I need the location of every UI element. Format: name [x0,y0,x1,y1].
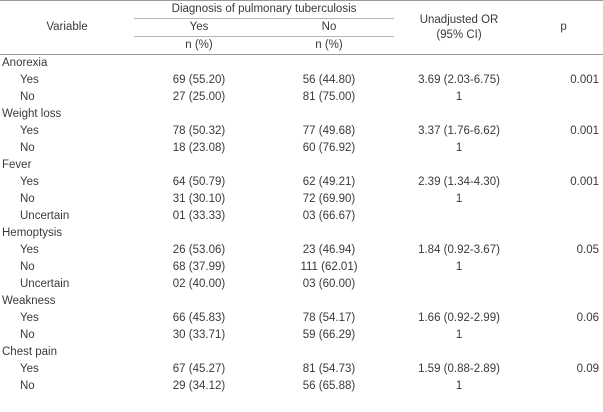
table-row [0,191,603,208]
table-row [0,310,603,327]
level-label: Yes [20,244,39,256]
header-no: No [264,19,394,37]
no-count-cell: 77 (49.68) [302,125,356,137]
yes-count-cell: 69 (55.20) [172,74,226,86]
no-count-cell: 72 (69.90) [302,193,356,205]
group-label: Weakness [2,295,56,307]
p-value-cell: 0.06 [576,312,600,324]
table-row [0,174,603,191]
group-label: Fever [2,159,32,171]
no-count-cell: 03 (66.67) [302,210,356,222]
odds-ratio-cell: 3.69 (2.03-6.75) [418,74,500,86]
odds-ratio-cell: 1.84 (0.92-3.67) [418,244,500,256]
yes-count-cell: 29 (34.12) [172,380,226,392]
table-row [0,72,603,89]
odds-ratio-cell: 2.39 (1.34-4.30) [418,176,500,188]
p-value-cell: 0.05 [576,244,600,256]
table-header [0,1,603,55]
no-count-cell: 81 (54.73) [302,363,356,375]
p-value-cell: 0.001 [570,74,600,86]
no-count-cell: 60 (76.92) [302,142,356,154]
yes-count-cell: 27 (25.00) [172,91,226,103]
table-row [0,89,603,106]
p-value-cell [524,259,603,276]
no-count-cell: 62 (49.21) [302,176,356,188]
yes-count-cell: 64 (50.79) [172,176,226,188]
header-or-line2: (95% CI) [436,28,482,41]
header-yes: Yes [134,19,264,37]
table-row [0,242,603,259]
odds-ratio-cell [394,276,524,293]
group-row [0,55,603,73]
table-row [0,378,603,395]
header-variable: Variable [0,1,134,55]
no-count-cell: 59 (66.29) [302,329,356,341]
p-value-cell: 0.001 [570,176,600,188]
odds-ratio-cell [394,208,524,225]
level-label: Yes [20,312,39,324]
p-value-cell: 0.09 [576,363,600,375]
table-row [0,140,603,157]
table-row [0,276,603,293]
table-row [0,208,603,225]
yes-count-cell: 68 (37.99) [172,261,226,273]
level-label: Yes [20,74,39,86]
level-label: Yes [20,176,39,188]
header-or-line1: Unadjusted OR [419,13,499,26]
p-value-cell: 0.001 [570,125,600,137]
yes-count-cell: 67 (45.27) [172,363,226,375]
header-unadjusted-or [394,1,524,55]
group-row [0,157,603,174]
yes-count-cell: 78 (50.32) [172,125,226,137]
header-diagnosis: Diagnosis of pulmonary tuberculosis [134,1,394,19]
no-count-cell: 56 (65.88) [302,380,356,392]
odds-ratio-cell: 1 [455,329,463,341]
header-n-pct-yes: n (%) [134,37,264,55]
no-count-cell: 111 (62.01) [300,261,358,273]
yes-count-cell: 02 (40.00) [172,278,226,290]
no-count-cell: 56 (44.80) [302,74,356,86]
group-label: Anorexia [2,57,48,69]
group-label: Weight loss [2,108,62,120]
group-row [0,225,603,242]
header-n-pct-no: n (%) [264,37,394,55]
odds-ratio-cell: 1.66 (0.92-2.99) [418,312,500,324]
yes-count-cell: 18 (23.08) [172,142,226,154]
table-body [0,55,603,396]
p-value-cell [524,208,603,225]
p-value-cell [524,140,603,157]
p-value-cell [524,378,603,395]
no-count-cell: 23 (46.94) [302,244,356,256]
level-label: No [20,329,35,341]
yes-count-cell: 01 (33.33) [172,210,226,222]
yes-count-cell: 31 (30.10) [172,193,226,205]
group-label: Chest pain [2,346,57,358]
header-p: p [524,1,603,55]
group-row [0,106,603,123]
p-value-cell [524,276,603,293]
group-row [0,293,603,310]
yes-count-cell: 26 (53.06) [172,244,226,256]
level-label: No [20,142,35,154]
level-label: Yes [20,363,39,375]
odds-ratio-cell: 1 [455,142,463,154]
table-row [0,123,603,140]
level-label: Yes [20,125,39,137]
odds-ratio-cell: 1 [455,193,463,205]
odds-ratio-cell: 1.59 (0.88-2.89) [418,363,500,375]
level-label: No [20,261,35,273]
table-row [0,361,603,378]
table-row [0,259,603,276]
p-value-cell [524,191,603,208]
no-count-cell: 03 (60.00) [302,278,356,290]
no-count-cell: 81 (75.00) [302,91,356,103]
level-label: No [20,380,35,392]
yes-count-cell: 66 (45.83) [172,312,226,324]
group-row [0,344,603,361]
no-count-cell: 78 (54.17) [302,312,356,324]
odds-ratio-cell: 1 [455,91,463,103]
level-label: Uncertain [20,278,70,290]
odds-ratio-cell: 3.37 (1.76-6.62) [418,125,500,137]
odds-ratio-cell: 1 [455,261,463,273]
group-label: Hemoptysis [2,227,63,239]
level-label: No [20,193,35,205]
p-value-cell [524,89,603,106]
level-label: No [20,91,35,103]
odds-ratio-cell: 1 [455,380,463,392]
level-label: Uncertain [20,210,70,222]
table-row [0,327,603,344]
p-value-cell [524,327,603,344]
yes-count-cell: 30 (33.71) [172,329,226,341]
